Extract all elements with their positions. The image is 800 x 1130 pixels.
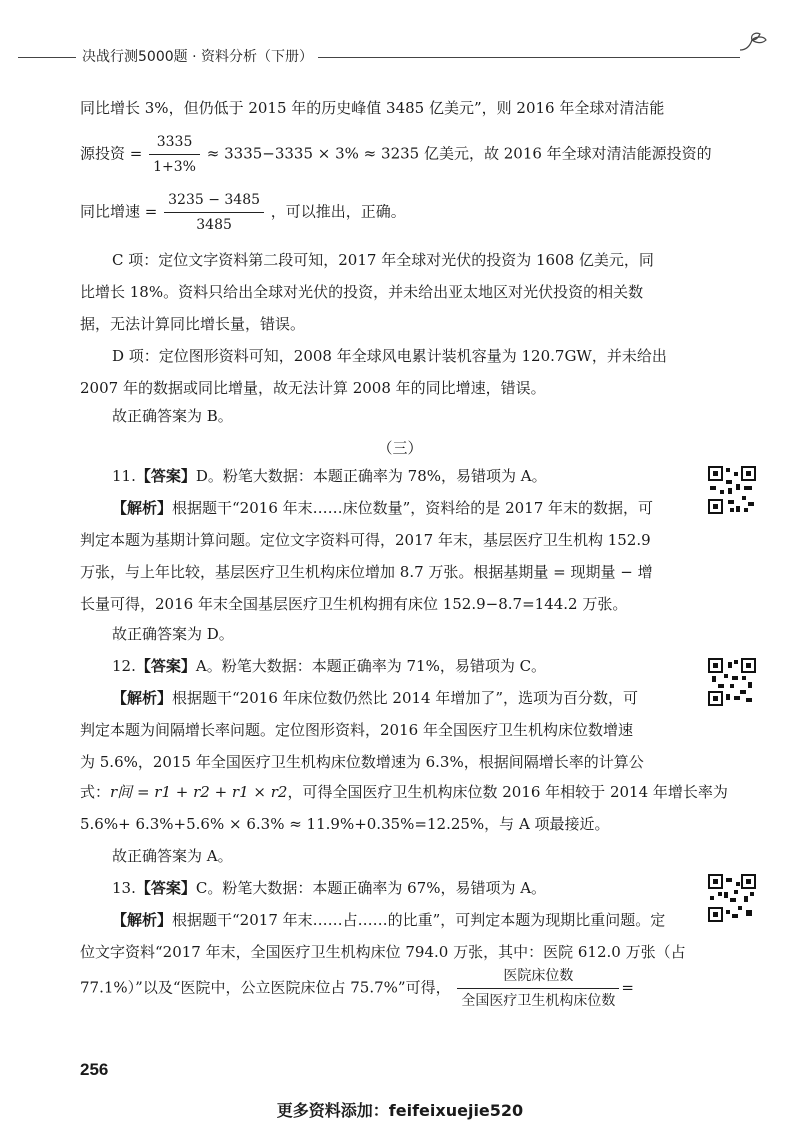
- text-line: D 项：定位图形资料可知，2008 年全球风电累计装机容量为 120.7GW，并未给出: [112, 347, 667, 365]
- answer-heading: [112, 656, 546, 676]
- text-line: 万张，与上年比较，基层医疗卫生机构床位增加 8.7 万张。根据基期量 = 现期量 − 增: [80, 563, 653, 581]
- text-span: 式：: [80, 783, 111, 801]
- answer-text: A。粉笔大数据：本题正确率为 71%，易错项为 C。: [195, 657, 547, 675]
- footer-contact: 更多资料添加：feifeixuejie520: [276, 1101, 524, 1120]
- formula-line: [80, 190, 406, 235]
- answer-tag: 【答案】: [135, 467, 196, 485]
- text-span: ≈ 3335−3335 × 3% ≈ 3235 亿美元，故 2016 年全球对清洁能源投资的: [206, 144, 712, 163]
- fraction-denominator: 3485: [196, 217, 232, 233]
- text-line: 位文字资料“2017 年末，全国医疗卫生机构床位 794.0 万张，其中：医院 612.0 万张（占: [80, 943, 686, 961]
- running-header-title: 决战行测5000题 · 资料分析（下册）: [82, 49, 313, 65]
- growth-formula: r间 = r1 + r2 + r1 × r2: [110, 783, 288, 801]
- text-span: ，可得全国医疗卫生机构床位数 2016 年相较于 2014 年增长率为: [287, 783, 728, 801]
- text-line: C 项：定位文字资料第二段可知，2017 年全球对光伏的投资为 1608 亿美元，同: [112, 251, 654, 269]
- fraction-numerator: 3335: [149, 132, 200, 155]
- analysis-tag: 【解析】: [112, 689, 173, 707]
- header-rule-right: [318, 57, 740, 58]
- text-span: 源投资 =: [80, 144, 143, 163]
- text-span: 根据题干“2017 年末……占……的比重”，可判定本题为现期比重问题。定: [172, 911, 666, 929]
- question-number: 12.: [112, 657, 136, 675]
- answer-line: 故正确答案为 D。: [112, 625, 234, 643]
- text-span: =: [621, 978, 634, 997]
- text-line: [112, 498, 653, 518]
- text-line: 比增长 18%。资料只给出全球对光伏的投资，并未给出亚太地区对光伏投资的相关数: [80, 283, 644, 301]
- text-line: 5.6%+ 6.3%+5.6% × 6.3% ≈ 11.9%+0.35%=12.25%，与 A 项最接近。: [80, 815, 610, 833]
- fraction: [164, 190, 264, 235]
- answer-text: C。粉笔大数据：本题正确率为 67%，易错项为 A。: [195, 879, 547, 897]
- formula-line: [80, 132, 712, 177]
- analysis-tag: 【解析】: [112, 911, 173, 929]
- answer-line: 故正确答案为 A。: [112, 847, 233, 865]
- text-line: 同比增长 3%，但仍低于 2015 年的历史峰值 3485 亿美元”，则 2016 年全球对清洁能: [80, 99, 665, 117]
- formula-line: [80, 782, 728, 802]
- text-span: 同比增速 =: [80, 202, 158, 221]
- text-line: 据，无法计算同比增长量，错误。: [80, 315, 306, 333]
- fraction: [149, 132, 200, 177]
- text-line: 2007 年的数据或同比增量，故无法计算 2008 年的同比增速，错误。: [80, 379, 546, 397]
- text-line: [112, 688, 638, 708]
- fraction-numerator: 3235 − 3485: [164, 190, 264, 213]
- page-number: 256: [80, 1060, 109, 1079]
- qr-code-icon[interactable]: [708, 466, 756, 514]
- answer-text: D。粉笔大数据：本题正确率为 78%，易错项为 A。: [195, 467, 547, 485]
- question-number: 11.: [112, 467, 136, 485]
- text-span: 根据题干“2016 年床位数仍然比 2014 年增加了”，选项为百分数，可: [172, 689, 639, 707]
- answer-line: 故正确答案为 B。: [112, 407, 233, 425]
- text-span: ，可以推出，正确。: [270, 202, 406, 221]
- text-span: 根据题干“2016 年末……床位数量”，资料给的是 2017 年末的数据，可: [172, 499, 654, 517]
- qr-code-icon[interactable]: [708, 874, 756, 922]
- leaf-ornament-icon: [738, 30, 770, 54]
- answer-tag: 【答案】: [135, 879, 196, 897]
- formula-line: [80, 966, 634, 1011]
- answer-heading: [112, 466, 547, 486]
- section-heading: （三）: [377, 439, 423, 457]
- header-rule-left: [18, 57, 76, 58]
- analysis-tag: 【解析】: [112, 499, 173, 517]
- fraction-denominator: 全国医疗卫生机构床位数: [461, 993, 616, 1009]
- qr-code-icon[interactable]: [708, 658, 756, 706]
- fraction-numerator: 医院床位数: [457, 966, 619, 989]
- answer-tag: 【答案】: [135, 657, 196, 675]
- fraction: [457, 966, 619, 1011]
- text-span: 77.1%）”以及“医院中，公立医院床位占 75.7%”可得，: [80, 978, 451, 997]
- question-number: 13.: [112, 879, 136, 897]
- text-line: 判定本题为间隔增长率问题。定位图形资料，2016 年全国医疗卫生机构床位数增速: [80, 721, 633, 739]
- text-line: 长量可得，2016 年末全国基层医疗卫生机构拥有床位 152.9−8.7=144.2 万张。: [80, 595, 628, 613]
- text-line: 判定本题为基期计算问题。定位文字资料可得，2017 年末，基层医疗卫生机构 152.9: [80, 531, 651, 549]
- text-line: [112, 910, 665, 930]
- fraction-denominator: 1+3%: [153, 159, 196, 175]
- text-line: 为 5.6%，2015 年全国医疗卫生机构床位数增速为 6.3%，根据间隔增长率的计算公: [80, 753, 644, 771]
- answer-heading: [112, 878, 546, 898]
